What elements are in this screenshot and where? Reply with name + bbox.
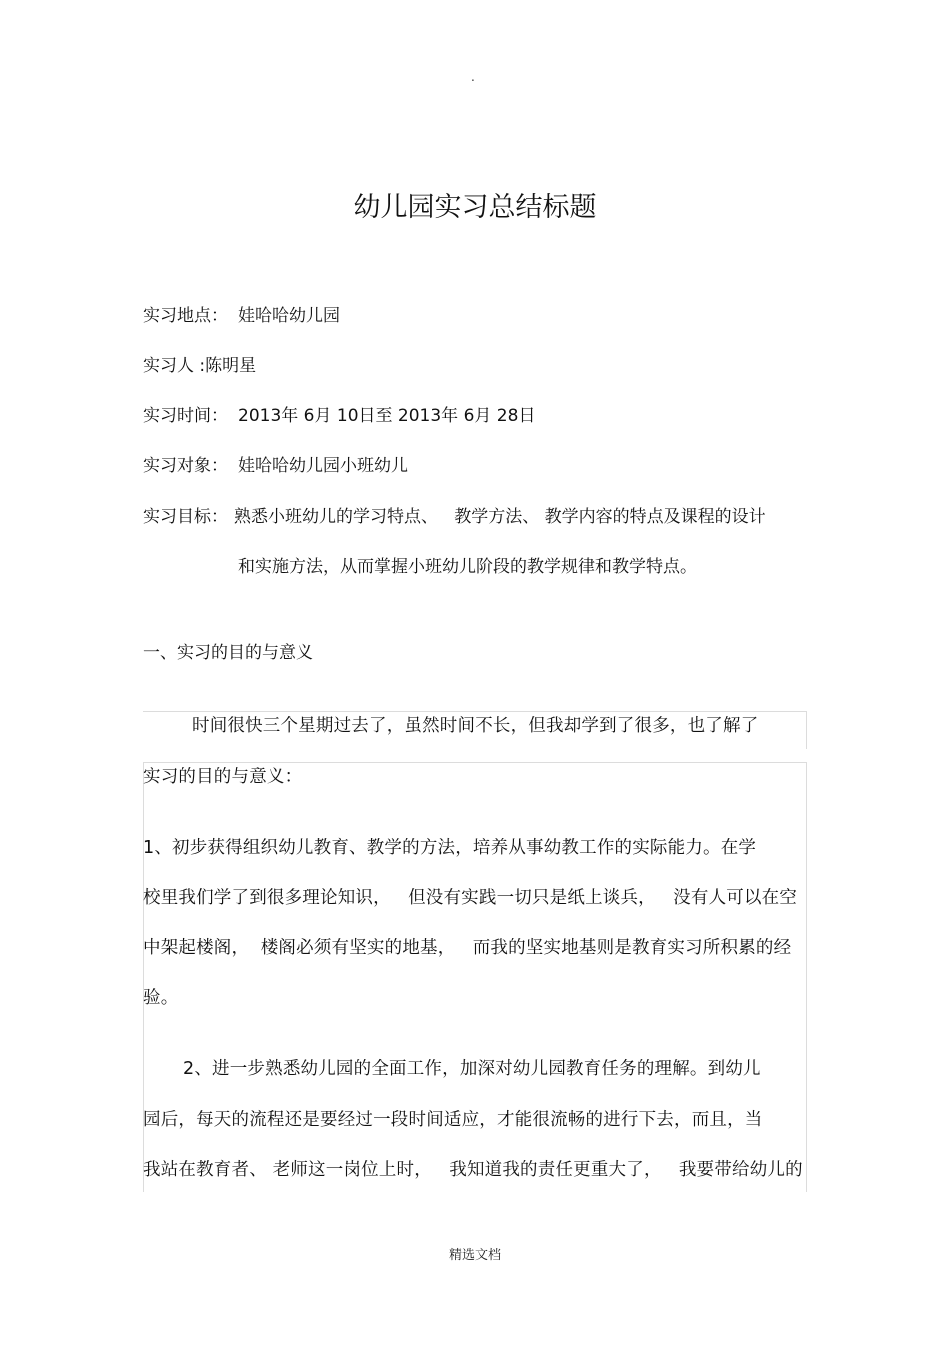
person-value: 陈明星 bbox=[205, 356, 257, 376]
time-value: 2013年 6月 10日至 2013年 6月 28日 bbox=[238, 406, 536, 426]
person-label: 实习人 : bbox=[143, 356, 206, 376]
section-heading: 一、实习的目的与意义 bbox=[143, 643, 313, 663]
info-target bbox=[143, 454, 408, 478]
body-line-8: 园后，每天的流程还是要经过一段时间适应，才能很流畅的进行下去，而且，当 bbox=[143, 1110, 763, 1130]
goal-line-2: 和实施方法，从而掌握小班幼儿阶段的教学规律和教学特点。 bbox=[238, 557, 697, 577]
body-line-2: 实习的目的与意义： bbox=[143, 767, 303, 787]
info-person bbox=[143, 354, 256, 378]
box-border-mid bbox=[143, 762, 807, 763]
info-goal bbox=[143, 505, 766, 529]
goal-label: 实习目标： bbox=[143, 507, 228, 527]
info-time bbox=[143, 404, 535, 428]
location-value: 娃哈哈幼儿园 bbox=[238, 306, 340, 326]
location-label: 实习地点： bbox=[143, 306, 228, 326]
body-line-1: 时间很快三个星期过去了，虽然时间不长，但我却学到了很多，也了解了 bbox=[192, 716, 759, 736]
body-line-4: 校里我们学了到很多理论知识， 但没有实践一切只是纸上谈兵， 没有人可以在空 bbox=[143, 888, 798, 908]
header-dot: . bbox=[471, 70, 475, 84]
footer-text: 精选文档 bbox=[448, 1248, 501, 1263]
box-border-right-1 bbox=[806, 711, 807, 749]
time-label: 实习时间： bbox=[143, 406, 228, 426]
document-title: 幼儿园实习总结标题 bbox=[353, 192, 597, 223]
body-line-9: 我站在教育者、 老师这一岗位上时， 我知道我的责任更重大了， 我要带给幼儿的 bbox=[143, 1160, 803, 1180]
body-line-7: 2、进一步熟悉幼儿园的全面工作，加深对幼儿园教育任务的理解。到幼儿 bbox=[183, 1059, 761, 1079]
info-location bbox=[143, 304, 340, 328]
target-value: 娃哈哈幼儿园小班幼儿 bbox=[238, 456, 408, 476]
target-label: 实习对象： bbox=[143, 456, 228, 476]
box-border-top bbox=[143, 711, 807, 712]
body-line-5: 中架起楼阁， 楼阁必须有坚实的地基， 而我的坚实地基则是教育实习所积累的经 bbox=[143, 938, 792, 958]
goal-line-1: 熟悉小班幼儿的学习特点、 教学方法、 教学内容的特点及课程的设计 bbox=[234, 507, 766, 527]
body-line-6: 验。 bbox=[143, 988, 179, 1008]
body-line-3: 1、初步获得组织幼儿教育、教学的方法，培养从事幼教工作的实际能力。在学 bbox=[143, 838, 757, 858]
box-border-right-2 bbox=[806, 762, 807, 1192]
